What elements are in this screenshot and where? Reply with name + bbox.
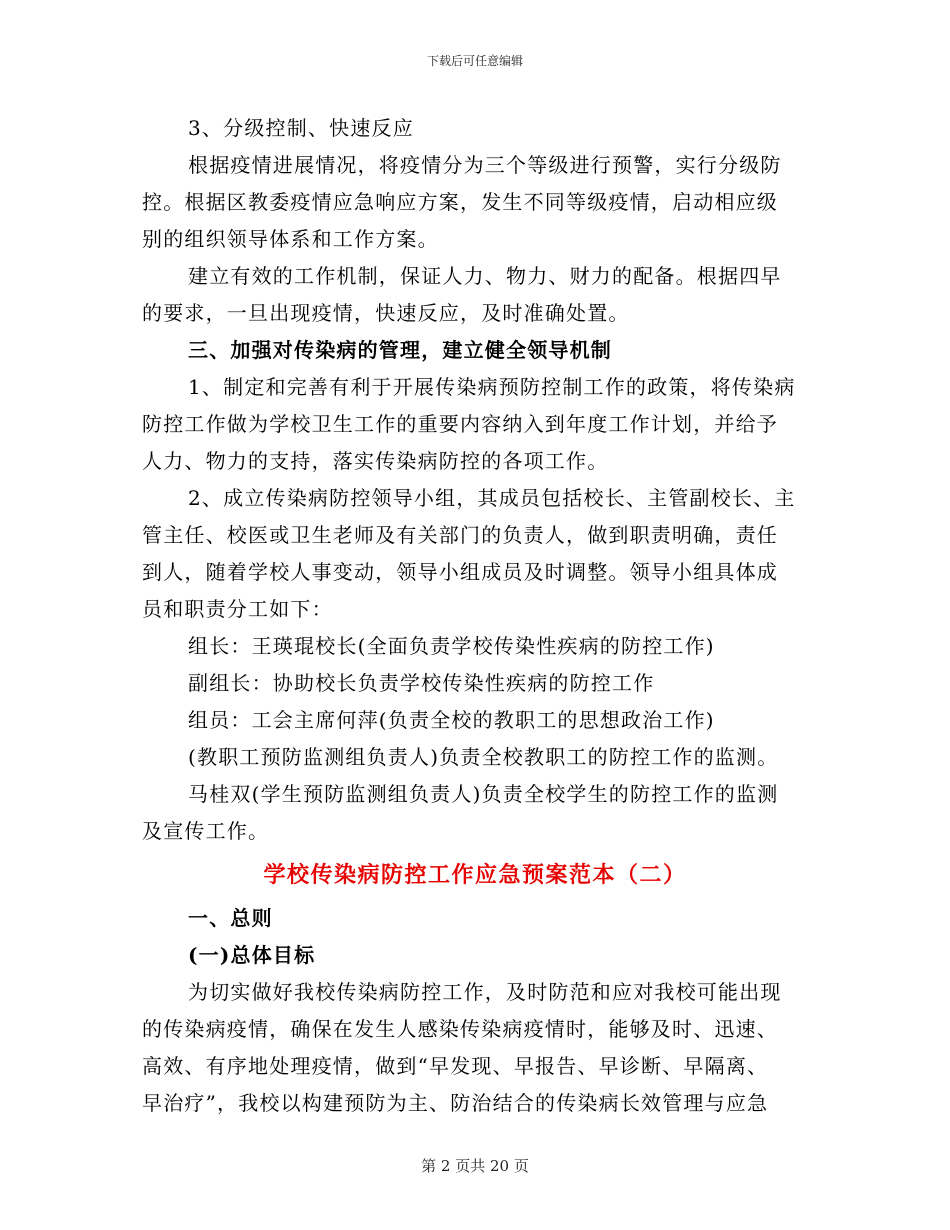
body-line: 2、成立传染病防控领导小组，其成员包括校长、主管副校长、主 (188, 486, 796, 510)
body-line: 及宣传工作。 (142, 819, 270, 843)
body-line: 的传染病疫情，确保在发生人感染传染病疫情时，能够及时、迅速、 (142, 1017, 778, 1041)
body-line: 3、分级控制、快速反应 (188, 116, 414, 140)
section-heading: 一、总则 (188, 906, 273, 930)
body-line: 早治疗”，我校以构建预防为主、防治结合的传染病长效管理与应急 (142, 1091, 769, 1115)
document-title: 学校传染病防控工作应急预案范本（二） (263, 862, 687, 888)
body-line: (教职工预防监测组负责人)负责全校教职工的防控工作的监测。 (188, 745, 779, 769)
body-line: 别的组织领导体系和工作方案。 (142, 227, 439, 251)
body-line: 马桂双(学生预防监测组负责人)负责全校学生的防控工作的监测 (188, 782, 779, 806)
body-line: 为切实做好我校传染病防控工作，及时防范和应对我校可能出现 (188, 980, 782, 1004)
body-line: 管主任、校医或卫生老师及有关部门的负责人，做到职责明确，责任 (142, 523, 778, 547)
body-line: 人力、物力的支持，落实传染病防控的各项工作。 (142, 449, 609, 473)
body-line: 建立有效的工作机制，保证人力、物力、财力的配备。根据四早 (188, 264, 782, 288)
body-line: 组员：工会主席何萍(负责全校的教职工的思想政治工作) (188, 708, 715, 732)
page-footer: 第 2 页共 20 页 (421, 1157, 529, 1175)
document-body (142, 110, 808, 1122)
body-line: 员和职责分工如下： (142, 597, 333, 621)
body-line: 防控工作做为学校卫生工作的重要内容纳入到年度工作计划，并给予 (142, 412, 778, 436)
body-line: 根据疫情进展情况，将疫情分为三个等级进行预警，实行分级防 (188, 153, 782, 177)
body-line: 控。根据区教委疫情应急响应方案，发生不同等级疫情，启动相应级 (142, 190, 778, 214)
body-line: 的要求，一旦出现疫情，快速反应，及时准确处置。 (142, 301, 630, 325)
section-heading: 三、加强对传染病的管理，建立健全领导机制 (188, 338, 612, 362)
subsection-heading: (一)总体目标 (188, 943, 316, 967)
body-line: 到人，随着学校人事变动，领导小组成员及时调整。领导小组具体成 (142, 560, 778, 584)
page-header: 下载后可任意编辑 (426, 54, 523, 68)
body-line: 1、制定和完善有利于开展传染病预防控制工作的政策，将传染病 (188, 375, 796, 399)
body-line: 高效、有序地处理疫情，做到“早发现、早报告、早诊断、早隔离、 (142, 1054, 769, 1078)
body-line: 组长：王瑛琨校长(全面负责学校传染性疾病的防控工作) (188, 634, 715, 658)
body-line: 副组长：协助校长负责学校传染性疾病的防控工作 (188, 671, 655, 695)
